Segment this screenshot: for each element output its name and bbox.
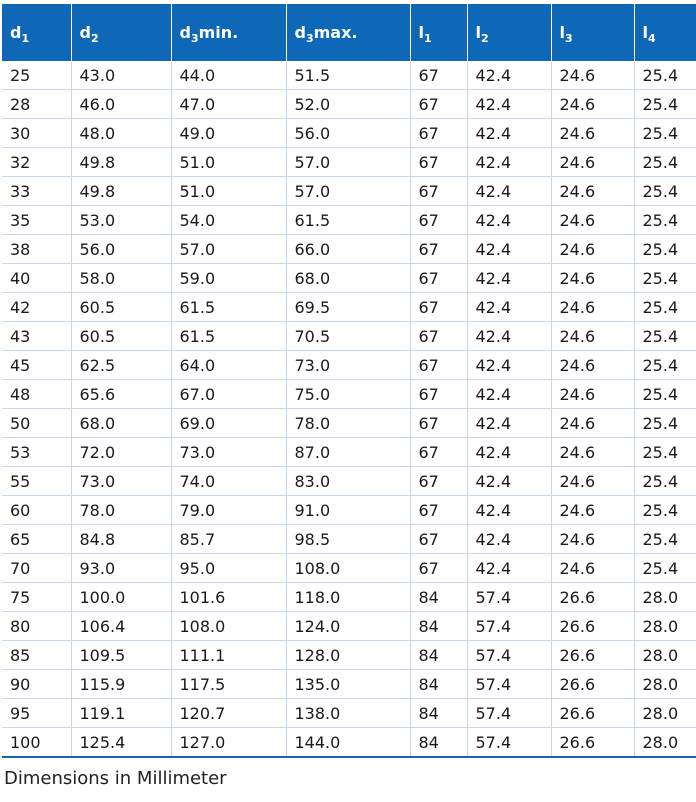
table-cell: 73.0 [171,438,286,467]
table-cell: 42.4 [467,90,551,119]
table-cell: 68.0 [286,264,410,293]
table-cell: 28.0 [634,583,696,612]
table-cell: 67 [410,148,467,177]
table-cell: 30 [2,119,71,148]
table-cell: 32 [2,148,71,177]
table-row [2,612,696,641]
table-cell: 64.0 [171,351,286,380]
table-cell: 24.6 [551,438,634,467]
table-cell: 67 [410,409,467,438]
table-cell: 67 [410,554,467,583]
table-row [2,554,696,583]
table-row [2,583,696,612]
table-cell: 80 [2,612,71,641]
table-cell: 42.4 [467,351,551,380]
table-cell: 42.4 [467,61,551,90]
table-cell: 84 [410,641,467,670]
table-cell: 50 [2,409,71,438]
column-header-l3: $l_3$ [551,4,634,61]
table-cell: 24.6 [551,496,634,525]
table-cell: 100.0 [71,583,171,612]
table-cell: 25.4 [634,409,696,438]
table-cell: 67 [410,380,467,409]
table-cell: 83.0 [286,467,410,496]
table-cell: 26.6 [551,670,634,699]
column-header-d2: $d_2$ [71,4,171,61]
table-cell: 75 [2,583,71,612]
table-cell: 144.0 [286,728,410,758]
table-row [2,293,696,322]
table-cell: 84 [410,699,467,728]
table-cell: 55 [2,467,71,496]
table-row [2,496,696,525]
table-cell: 35 [2,206,71,235]
table-cell: 42.4 [467,264,551,293]
table-cell: 24.6 [551,206,634,235]
table-cell: 42.4 [467,177,551,206]
table-cell: 26.6 [551,583,634,612]
table-cell: 67 [410,467,467,496]
table-cell: 69.0 [171,409,286,438]
column-header-l4: $l_4$ [634,4,696,61]
table-cell: 53.0 [71,206,171,235]
table-cell: 25.4 [634,235,696,264]
column-header-d1: $d_1$ [2,4,71,61]
table-cell: 67 [410,177,467,206]
table-cell: 128.0 [286,641,410,670]
table-cell: 70 [2,554,71,583]
table-cell: 43.0 [71,61,171,90]
table-cell: 42.4 [467,322,551,351]
table-cell: 42 [2,293,71,322]
table-cell: 25.4 [634,119,696,148]
table-row [2,119,696,148]
table-cell: 51.0 [171,177,286,206]
table-cell: 84 [410,670,467,699]
table-row [2,438,696,467]
table-cell: 25.4 [634,61,696,90]
dimensions-table [2,4,696,758]
table-cell: 33 [2,177,71,206]
table-cell: 73.0 [286,351,410,380]
table-cell: 57.4 [467,583,551,612]
table-cell: 62.5 [71,351,171,380]
table-cell: 60.5 [71,322,171,351]
table-cell: 135.0 [286,670,410,699]
table-cell: 24.6 [551,293,634,322]
table-cell: 57.0 [286,148,410,177]
table-cell: 28 [2,90,71,119]
header-row [2,4,696,61]
table-row [2,728,696,758]
table-cell: 24.6 [551,409,634,438]
table-cell: 67 [410,264,467,293]
table-cell: 25.4 [634,264,696,293]
table-cell: 42.4 [467,496,551,525]
table-cell: 57.4 [467,641,551,670]
table-cell: 93.0 [71,554,171,583]
table-cell: 67.0 [171,380,286,409]
table-cell: 67 [410,322,467,351]
table-cell: 51.0 [171,148,286,177]
table-cell: 56.0 [286,119,410,148]
table-cell: 24.6 [551,235,634,264]
table-cell: 109.5 [71,641,171,670]
table-cell: 67 [410,496,467,525]
table-cell: 67 [410,90,467,119]
table-row [2,322,696,351]
table-cell: 120.7 [171,699,286,728]
table-cell: 25.4 [634,293,696,322]
table-cell: 72.0 [71,438,171,467]
table-cell: 26.6 [551,728,634,758]
table-cell: 24.6 [551,148,634,177]
table-cell: 61.5 [171,293,286,322]
table-cell: 24.6 [551,119,634,148]
table-cell: 57.0 [171,235,286,264]
table-cell: 57.4 [467,612,551,641]
table-cell: 84 [410,583,467,612]
table-cell: 58.0 [71,264,171,293]
table-cell: 42.4 [467,438,551,467]
table-cell: 98.5 [286,525,410,554]
table-cell: 43 [2,322,71,351]
table-cell: 26.6 [551,612,634,641]
table-cell: 118.0 [286,583,410,612]
table-cell: 49.8 [71,177,171,206]
table-cell: 111.1 [171,641,286,670]
table-cell: 49.0 [171,119,286,148]
column-header-l1: $l_1$ [410,4,467,61]
table-row [2,641,696,670]
column-header-l2: $l_2$ [467,4,551,61]
table-cell: 124.0 [286,612,410,641]
table-cell: 67 [410,61,467,90]
table-row [2,148,696,177]
table-cell: 61.5 [171,322,286,351]
table-row [2,90,696,119]
table-row [2,351,696,380]
table-cell: 69.5 [286,293,410,322]
table-cell: 48 [2,380,71,409]
table-cell: 67 [410,438,467,467]
table-cell: 108.0 [286,554,410,583]
table-cell: 28.0 [634,699,696,728]
table-cell: 95.0 [171,554,286,583]
table-cell: 25.4 [634,525,696,554]
table-row [2,409,696,438]
table-cell: 25.4 [634,322,696,351]
table-cell: 24.6 [551,322,634,351]
table-cell: 101.6 [171,583,286,612]
table-row [2,61,696,90]
table-row [2,177,696,206]
table-cell: 25.4 [634,177,696,206]
table-cell: 24.6 [551,351,634,380]
table-cell: 25.4 [634,351,696,380]
table-cell: 26.6 [551,699,634,728]
table-cell: 84.8 [71,525,171,554]
table-cell: 25.4 [634,380,696,409]
table-cell: 125.4 [71,728,171,758]
table-cell: 42.4 [467,380,551,409]
table-cell: 24.6 [551,525,634,554]
table-cell: 100 [2,728,71,758]
table-cell: 85 [2,641,71,670]
column-header-d3-max: $d_3\max$. [286,4,410,61]
table-cell: 59.0 [171,264,286,293]
table-body [2,61,696,757]
table-cell: 90 [2,670,71,699]
table-cell: 24.6 [551,380,634,409]
table-cell: 57.4 [467,728,551,758]
table-cell: 57.4 [467,670,551,699]
column-header-d3-min: $d_3\min$. [171,4,286,61]
table-cell: 24.6 [551,90,634,119]
table-cell: 25.4 [634,90,696,119]
table-cell: 48.0 [71,119,171,148]
table-cell: 42.4 [467,293,551,322]
table-cell: 67 [410,351,467,380]
table-cell: 78.0 [71,496,171,525]
table-cell: 25 [2,61,71,90]
table-header [2,4,696,61]
table-cell: 24.6 [551,554,634,583]
table-cell: 25.4 [634,438,696,467]
table-cell: 42.4 [467,148,551,177]
table-cell: 40 [2,264,71,293]
table-cell: 67 [410,206,467,235]
table-cell: 24.6 [551,61,634,90]
table-cell: 85.7 [171,525,286,554]
table-cell: 68.0 [71,409,171,438]
table-cell: 106.4 [71,612,171,641]
table-cell: 65 [2,525,71,554]
table-cell: 67 [410,293,467,322]
table-cell: 26.6 [551,641,634,670]
table-cell: 51.5 [286,61,410,90]
table-cell: 67 [410,119,467,148]
table-cell: 108.0 [171,612,286,641]
table-row [2,235,696,264]
table-cell: 42.4 [467,119,551,148]
table-cell: 42.4 [467,467,551,496]
table-cell: 28.0 [634,612,696,641]
table-cell: 49.8 [71,148,171,177]
table-cell: 84 [410,612,467,641]
table-cell: 52.0 [286,90,410,119]
table-cell: 28.0 [634,641,696,670]
table-cell: 24.6 [551,467,634,496]
table-cell: 44.0 [171,61,286,90]
table-cell: 73.0 [71,467,171,496]
table-cell: 45 [2,351,71,380]
table-cell: 57.0 [286,177,410,206]
table-cell: 84 [410,728,467,758]
table-cell: 75.0 [286,380,410,409]
table-row [2,467,696,496]
table-cell: 74.0 [171,467,286,496]
table-cell: 95 [2,699,71,728]
table-cell: 65.6 [71,380,171,409]
table-cell: 24.6 [551,177,634,206]
footnote: Dimensions in Millimeter [4,768,227,789]
table-cell: 25.4 [634,148,696,177]
table-cell: 66.0 [286,235,410,264]
table-cell: 47.0 [171,90,286,119]
table-row [2,380,696,409]
table-cell: 25.4 [634,467,696,496]
table-cell: 138.0 [286,699,410,728]
table-cell: 42.4 [467,206,551,235]
table-cell: 24.6 [551,264,634,293]
table-row [2,699,696,728]
table-cell: 70.5 [286,322,410,351]
table-cell: 25.4 [634,554,696,583]
table-cell: 127.0 [171,728,286,758]
table-cell: 57.4 [467,699,551,728]
table-cell: 25.4 [634,206,696,235]
table-cell: 91.0 [286,496,410,525]
table-cell: 60 [2,496,71,525]
table-cell: 78.0 [286,409,410,438]
table-cell: 60.5 [71,293,171,322]
table-cell: 42.4 [467,525,551,554]
table-row [2,264,696,293]
table-row [2,206,696,235]
table-cell: 42.4 [467,554,551,583]
table-cell: 61.5 [286,206,410,235]
table-cell: 67 [410,235,467,264]
table-cell: 46.0 [71,90,171,119]
table-cell: 38 [2,235,71,264]
table-cell: 79.0 [171,496,286,525]
table-cell: 67 [410,525,467,554]
table-cell: 25.4 [634,496,696,525]
table-cell: 119.1 [71,699,171,728]
table-cell: 28.0 [634,728,696,758]
table-cell: 117.5 [171,670,286,699]
table-cell: 42.4 [467,409,551,438]
table-cell: 56.0 [71,235,171,264]
table-row [2,670,696,699]
table-cell: 87.0 [286,438,410,467]
table-cell: 28.0 [634,670,696,699]
table-cell: 54.0 [171,206,286,235]
table-cell: 42.4 [467,235,551,264]
table-cell: 115.9 [71,670,171,699]
table-cell: 53 [2,438,71,467]
table-row [2,525,696,554]
